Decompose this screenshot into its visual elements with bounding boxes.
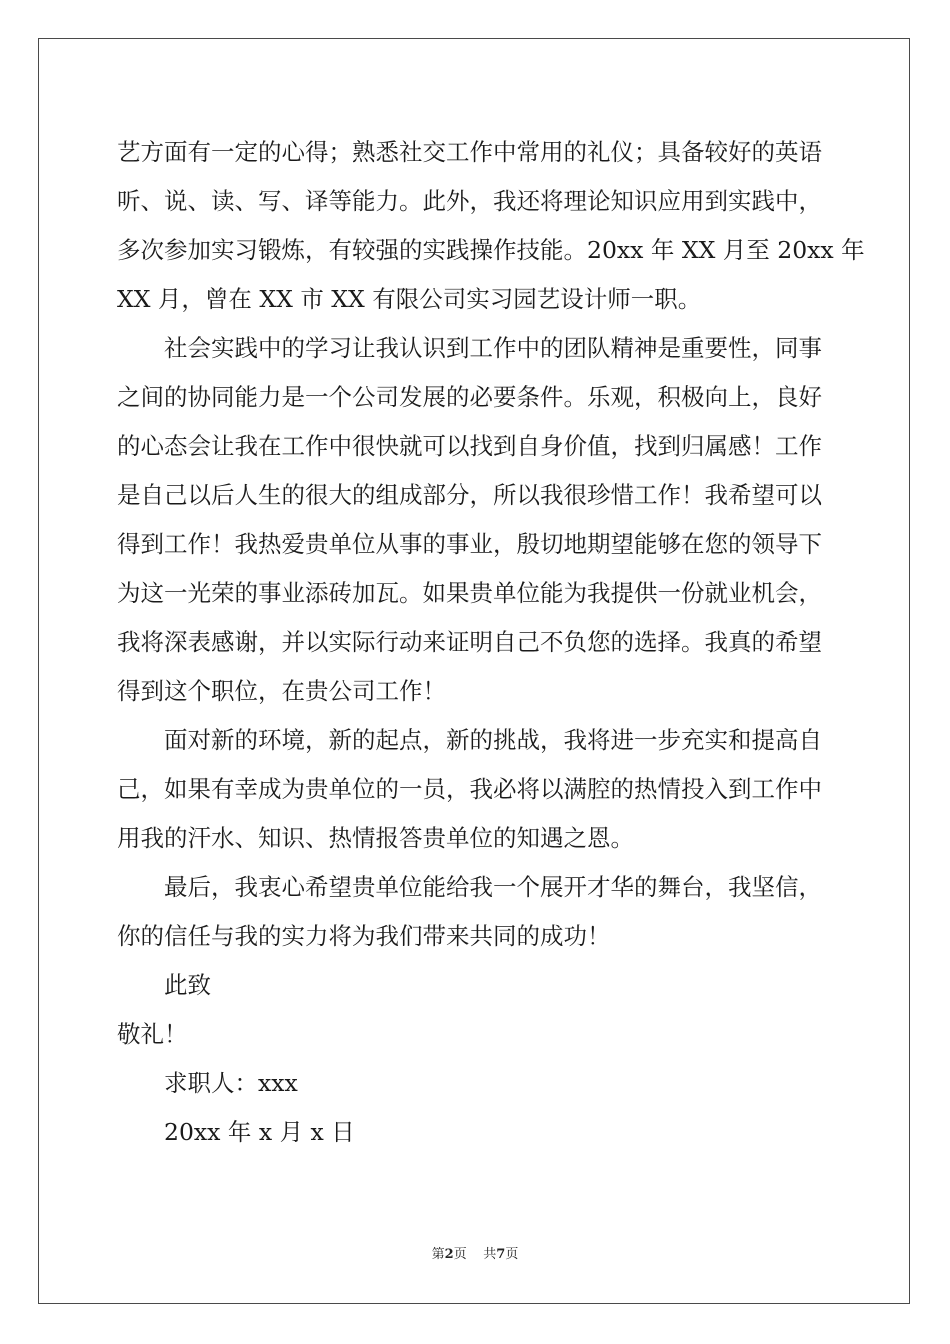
page-current: 2 — [444, 1247, 454, 1262]
page-footer — [0, 1247, 950, 1263]
body-line: 你的信任与我的实力将为我们带来共同的成功！ — [117, 922, 611, 950]
body-line: 的心态会让我在工作中很快就可以找到自身价值，找到归属感！工作 — [117, 432, 822, 460]
body-line: 社会实践中的学习让我认识到工作中的团队精神是重要性，同事 — [164, 334, 822, 362]
body-line: 得到工作！我热爱贵单位从事的事业，殷切地期望能够在您的领导下 — [117, 530, 822, 558]
applicant-signature: 求职人：xxx — [164, 1069, 298, 1097]
body-line: 用我的汗水、知识、热情报答贵单位的知遇之恩。 — [117, 824, 634, 852]
body-line: 为这一光荣的事业添砖加瓦。如果贵单位能为我提供一份就业机会， — [117, 579, 822, 607]
body-line: 面对新的环境，新的起点，新的挑战，我将进一步充实和提高自 — [164, 726, 822, 754]
total-suffix: 页 — [505, 1247, 519, 1262]
body-line: 是自己以后人生的很大的组成部分，所以我很珍惜工作！我希望可以 — [117, 481, 822, 509]
body-line: XX 月，曾在 XX 市 XX 有限公司实习园艺设计师一职。 — [117, 285, 702, 313]
closing-regards: 敬礼！ — [117, 1020, 188, 1048]
letter-date: 20xx 年 x 月 x 日 — [164, 1118, 355, 1146]
page-border — [38, 38, 910, 1304]
closing-salutation: 此致 — [164, 971, 211, 999]
body-line: 己，如果有幸成为贵单位的一员，我必将以满腔的热情投入到工作中 — [117, 775, 822, 803]
body-line: 多次参加实习锻炼，有较强的实践操作技能。20xx 年 XX 月至 20xx 年 — [117, 236, 865, 264]
body-line: 艺方面有一定的心得；熟悉社交工作中常用的礼仪；具备较好的英语 — [117, 138, 822, 166]
body-line: 听、说、读、写、译等能力。此外，我还将理论知识应用到实践中， — [117, 187, 822, 215]
body-line: 得到这个职位，在贵公司工作！ — [117, 677, 446, 705]
page-suffix: 页 — [453, 1247, 467, 1262]
body-line: 我将深表感谢，并以实际行动来证明自己不负您的选择。我真的希望 — [117, 628, 822, 656]
page-prefix: 第 — [431, 1247, 445, 1262]
body-line: 最后，我衷心希望贵单位能给我一个展开才华的舞台，我坚信， — [164, 873, 822, 901]
total-pages: 7 — [496, 1247, 506, 1262]
total-prefix: 共 — [483, 1247, 497, 1262]
body-line: 之间的协同能力是一个公司发展的必要条件。乐观，积极向上，良好 — [117, 383, 822, 411]
